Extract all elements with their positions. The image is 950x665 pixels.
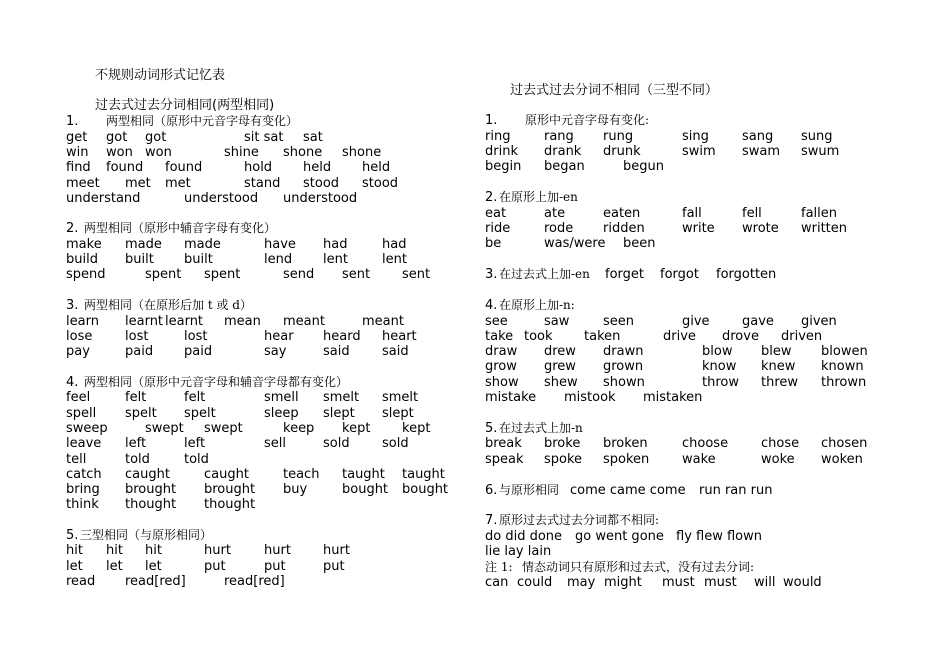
word-cell: get	[66, 130, 88, 145]
word-cell: told	[184, 452, 209, 467]
word-cell: win	[66, 145, 89, 160]
word-cell: wake	[682, 452, 716, 467]
section-number: 2.	[485, 190, 498, 205]
word-cell: broken	[603, 436, 648, 451]
table-row	[485, 236, 885, 251]
word-cell: fallen	[801, 206, 838, 221]
section-heading: 原形过去式过去分词都不相同:	[499, 513, 660, 527]
section-heading: 在过去式上加-en	[499, 267, 590, 281]
right-section-1-heading	[485, 113, 650, 128]
word-cell: lent	[323, 252, 348, 267]
word-cell: knew	[761, 359, 796, 374]
section-heading: 在过去式上加-n	[499, 421, 583, 435]
section-number: 1.	[66, 114, 79, 129]
word-cell: see	[485, 314, 508, 329]
word-cell: keep	[283, 421, 315, 436]
table-row	[66, 160, 466, 175]
word-cell: left	[184, 436, 206, 451]
word-cell: buy	[283, 482, 308, 497]
section-number: 5.	[66, 528, 79, 543]
left-subtitle: 过去式过去分词相同(两型相同)	[95, 98, 275, 113]
word-cell: hit	[145, 543, 162, 558]
word-cell: told	[125, 452, 150, 467]
word-cell: forget	[605, 267, 644, 282]
word-cell: meant	[283, 314, 325, 329]
word-cell: hold	[244, 160, 273, 175]
word-cell: break	[485, 436, 522, 451]
word-cell: can	[485, 575, 509, 590]
table-row	[485, 390, 885, 405]
table-row	[485, 544, 885, 559]
section-heading: 在原形上加-en	[499, 190, 578, 204]
section-heading: 原形中元音字母有变化:	[525, 113, 650, 127]
word-cell: forgot	[660, 267, 699, 282]
word-cell: brought	[125, 482, 177, 497]
table-row	[66, 191, 466, 206]
table-row	[66, 543, 466, 558]
word-cell: smelt	[382, 390, 419, 405]
word-cell: shown	[603, 375, 645, 390]
table-row	[66, 130, 466, 145]
word-cell: could	[517, 575, 553, 590]
word-cell: rang	[544, 129, 574, 144]
word-cell: spent	[145, 267, 182, 282]
word-cell: spelt	[184, 406, 216, 421]
word-cell: known	[821, 359, 864, 374]
table-row	[66, 390, 466, 405]
word-cell: would	[783, 575, 822, 590]
word-cell: meet	[66, 176, 100, 191]
word-cell: seen	[603, 314, 635, 329]
table-row	[66, 452, 466, 467]
word-cell: read[red]	[125, 574, 186, 589]
table-row	[485, 344, 885, 359]
word-cell: read	[66, 574, 96, 589]
table-row	[66, 406, 466, 421]
note-label: 注 1:	[485, 560, 513, 574]
word-cell: saw	[544, 314, 570, 329]
word-cell: been	[623, 236, 656, 251]
table-row	[485, 359, 885, 374]
table-row	[485, 159, 885, 174]
word-cell: show	[485, 375, 519, 390]
table-row	[485, 436, 885, 451]
word-cell: had	[382, 237, 407, 252]
word-cell: ate	[544, 206, 566, 221]
word-cell: drink	[485, 144, 518, 159]
word-cell: mistaken	[643, 390, 703, 405]
word-cell: hit	[106, 543, 123, 558]
table-row	[66, 482, 466, 497]
word-cell: must	[662, 575, 695, 590]
word-cell: had	[323, 237, 348, 252]
table-row	[66, 436, 466, 451]
word-cell: drew	[544, 344, 576, 359]
word-cell: made	[184, 237, 221, 252]
word-cell: took	[524, 329, 553, 344]
table-row	[485, 206, 885, 221]
word-cell: ridden	[603, 221, 645, 236]
word-cell: let	[145, 559, 162, 574]
section-heading: 两型相同（在原形后加 t 或 d）	[84, 298, 252, 312]
word-cell: be	[485, 236, 502, 251]
word-cell: thought	[204, 497, 256, 512]
right-section-5-heading	[485, 421, 583, 436]
table-row	[66, 329, 466, 344]
word-cell: swam	[742, 144, 781, 159]
word-cell: may	[567, 575, 596, 590]
word-cell: send	[283, 267, 315, 282]
word-cell: slept	[323, 406, 355, 421]
word-cell: met	[165, 176, 191, 191]
left-section-2-heading	[66, 221, 277, 236]
page-title-left: 不规则动词形式记忆表	[95, 68, 226, 83]
word-cell: found	[165, 160, 203, 175]
word-cell: sell	[264, 436, 286, 451]
word-cell: put	[264, 559, 286, 574]
word-cell: sold	[323, 436, 350, 451]
word-cell: sweep	[66, 421, 108, 436]
section-number: 7.	[485, 513, 498, 528]
word-cell: fly flew flown	[676, 529, 762, 544]
table-row	[66, 574, 466, 589]
word-cell: broke	[544, 436, 581, 451]
table-row	[66, 344, 466, 359]
word-cell: let	[66, 559, 83, 574]
word-cell: eat	[485, 206, 507, 221]
section-heading: 与原形相同	[499, 483, 560, 497]
word-cell: sold	[382, 436, 409, 451]
word-cell: meant	[362, 314, 404, 329]
section-heading: 在原形上加-n:	[499, 298, 575, 312]
word-cell: thrown	[821, 375, 867, 390]
table-row	[485, 314, 885, 329]
word-cell: learn	[66, 314, 99, 329]
word-cell: grown	[603, 359, 644, 374]
word-cell: swept	[145, 421, 184, 436]
right-section-3-heading	[485, 267, 885, 282]
word-cell: build	[66, 252, 98, 267]
word-cell: taught	[342, 467, 385, 482]
word-cell: felt	[184, 390, 206, 405]
word-cell: smelt	[323, 390, 360, 405]
word-cell: said	[323, 344, 350, 359]
table-row	[485, 329, 885, 344]
word-cell: got	[106, 130, 128, 145]
word-cell: built	[125, 252, 154, 267]
word-cell: gave	[742, 314, 774, 329]
word-cell: sit sat	[244, 130, 284, 145]
word-cell: leave	[66, 436, 102, 451]
word-cell: understood	[184, 191, 259, 206]
word-cell: shine	[224, 145, 259, 160]
word-cell: come came come	[570, 483, 686, 498]
word-cell: throw	[702, 375, 739, 390]
word-cell: draw	[485, 344, 518, 359]
word-cell: won	[145, 145, 172, 160]
word-cell: write	[682, 221, 715, 236]
word-cell: begin	[485, 159, 522, 174]
table-row	[66, 267, 466, 282]
table-row	[66, 252, 466, 267]
word-cell: stood	[303, 176, 340, 191]
table-row	[66, 497, 466, 512]
word-cell: mean	[224, 314, 261, 329]
section-number: 4.	[485, 298, 498, 313]
word-cell: speak	[485, 452, 524, 467]
table-row	[485, 452, 885, 467]
section-number: 2.	[66, 221, 79, 236]
word-cell: think	[66, 497, 99, 512]
word-cell: grew	[544, 359, 576, 374]
word-cell: find	[66, 160, 91, 175]
word-cell: blew	[761, 344, 792, 359]
section-number: 3.	[66, 298, 79, 313]
word-cell: felt	[125, 390, 147, 405]
word-cell: brought	[204, 482, 256, 497]
word-cell: paid	[125, 344, 154, 359]
word-cell: heard	[323, 329, 361, 344]
word-cell: rode	[544, 221, 574, 236]
right-section-2-heading	[485, 190, 578, 205]
section-number: 5.	[485, 421, 498, 436]
page-title-right: 过去式过去分词不相同（三型不同）	[510, 83, 719, 98]
word-cell: hurt	[264, 543, 291, 558]
word-cell: caught	[125, 467, 170, 482]
section-heading: 三型相同（与原形相同）	[80, 528, 213, 542]
word-cell: spoken	[603, 452, 650, 467]
word-cell: put	[204, 559, 226, 574]
word-cell: read[red]	[224, 574, 285, 589]
word-cell: written	[801, 221, 848, 236]
word-cell: shone	[283, 145, 323, 160]
word-cell: drive	[663, 329, 696, 344]
word-cell: lost	[125, 329, 149, 344]
word-cell: learnt	[125, 314, 164, 329]
right-section-6-heading	[485, 483, 885, 498]
word-cell: blowen	[821, 344, 868, 359]
word-cell: spent	[204, 267, 241, 282]
word-cell: sleep	[264, 406, 299, 421]
word-cell: shew	[544, 375, 578, 390]
section-number: 1.	[485, 113, 498, 128]
word-cell: must	[704, 575, 737, 590]
word-cell: taken	[584, 329, 621, 344]
left-section-5-heading	[66, 528, 213, 543]
table-row	[485, 375, 885, 390]
word-cell: understand	[66, 191, 141, 206]
word-cell: give	[682, 314, 710, 329]
word-cell: drank	[544, 144, 582, 159]
word-cell: slept	[382, 406, 414, 421]
word-cell: make	[66, 237, 102, 252]
section-heading: 两型相同（原形中元音字母和辅音字母都有变化）	[84, 375, 349, 389]
left-section-1-heading	[66, 114, 299, 129]
word-cell: chose	[761, 436, 800, 451]
word-cell: tell	[66, 452, 87, 467]
word-cell: fall	[682, 206, 702, 221]
word-cell: swim	[682, 144, 716, 159]
word-cell: hurt	[323, 543, 350, 558]
word-cell: bought	[342, 482, 389, 497]
word-cell: sent	[342, 267, 371, 282]
word-cell: met	[125, 176, 151, 191]
word-cell: know	[702, 359, 737, 374]
word-cell: sing	[682, 129, 709, 144]
word-cell: catch	[66, 467, 102, 482]
word-cell: drunk	[603, 144, 641, 159]
word-cell: found	[106, 160, 144, 175]
word-cell: spoke	[544, 452, 583, 467]
word-cell: hear	[264, 329, 294, 344]
word-cell: swept	[204, 421, 243, 436]
table-row	[66, 467, 466, 482]
word-cell: will	[754, 575, 776, 590]
word-cell: feel	[66, 390, 91, 405]
note-text: 情态动词只有原形和过去式，没有过去分词:	[522, 560, 755, 574]
word-cell: got	[145, 130, 167, 145]
word-cell: wrote	[742, 221, 779, 236]
word-cell: go went gone	[575, 529, 664, 544]
word-cell: hit	[66, 543, 83, 558]
table-row	[66, 421, 466, 436]
word-cell: take	[485, 329, 514, 344]
word-cell: woke	[761, 452, 795, 467]
word-cell: bought	[402, 482, 449, 497]
table-row	[66, 314, 466, 329]
word-cell: eaten	[603, 206, 641, 221]
section-number: 3.	[485, 267, 498, 282]
word-cell: said	[382, 344, 409, 359]
word-cell: mistook	[564, 390, 616, 405]
word-cell: swum	[801, 144, 840, 159]
word-cell: stood	[362, 176, 399, 191]
left-section-3-heading	[66, 298, 252, 313]
word-cell: paid	[184, 344, 213, 359]
word-cell: understood	[283, 191, 358, 206]
word-cell: fell	[742, 206, 762, 221]
word-cell: smell	[264, 390, 299, 405]
word-cell: hurt	[204, 543, 231, 558]
word-cell: might	[604, 575, 642, 590]
word-cell: given	[801, 314, 837, 329]
word-cell: ride	[485, 221, 511, 236]
word-cell: kept	[402, 421, 431, 436]
word-cell: begun	[623, 159, 664, 174]
word-cell: bring	[66, 482, 100, 497]
word-cell: spelt	[125, 406, 157, 421]
table-row	[485, 221, 885, 236]
word-cell: taught	[402, 467, 445, 482]
word-cell: run ran run	[699, 483, 773, 498]
word-cell: lent	[382, 252, 407, 267]
table-row	[66, 559, 466, 574]
right-section-7-heading	[485, 513, 660, 528]
table-row	[66, 145, 466, 160]
word-cell: spell	[66, 406, 97, 421]
word-cell: left	[125, 436, 147, 451]
word-cell: began	[544, 159, 585, 174]
word-cell: forgotten	[716, 267, 777, 282]
left-section-4-heading	[66, 375, 349, 390]
section-heading: 两型相同（原形中元音字母有变化）	[106, 114, 299, 128]
word-cell: held	[362, 160, 391, 175]
word-cell: threw	[761, 375, 799, 390]
word-cell: made	[125, 237, 162, 252]
word-cell: sang	[742, 129, 774, 144]
word-cell: have	[264, 237, 296, 252]
section-number: 4.	[66, 375, 79, 390]
table-row	[485, 529, 885, 544]
word-cell: grow	[485, 359, 517, 374]
note-line	[485, 560, 885, 575]
word-cell: kept	[342, 421, 371, 436]
word-cell: shone	[342, 145, 382, 160]
word-cell: put	[323, 559, 345, 574]
word-cell: lost	[184, 329, 208, 344]
table-row	[66, 176, 466, 191]
section-heading: 两型相同（原形中辅音字母有变化）	[84, 221, 277, 235]
word-cell: chosen	[821, 436, 868, 451]
word-cell: sent	[402, 267, 431, 282]
word-cell: woken	[821, 452, 863, 467]
table-row	[485, 144, 885, 159]
word-cell: say	[264, 344, 287, 359]
word-cell: lend	[264, 252, 293, 267]
word-cell: heart	[382, 329, 417, 344]
word-cell: let	[106, 559, 123, 574]
word-cell: spend	[66, 267, 106, 282]
word-cell: sat	[303, 130, 323, 145]
word-cell: caught	[204, 467, 249, 482]
word-cell: sung	[801, 129, 833, 144]
word-cell: learnt	[165, 314, 204, 329]
word-cell: won	[106, 145, 133, 160]
word-cell: built	[184, 252, 213, 267]
word-cell: blow	[702, 344, 733, 359]
word-cell: choose	[682, 436, 729, 451]
word-cell: driven	[781, 329, 823, 344]
table-row	[485, 575, 885, 590]
word-cell: pay	[66, 344, 90, 359]
word-cell: lose	[66, 329, 93, 344]
table-row	[485, 129, 885, 144]
right-section-4-heading	[485, 298, 575, 313]
word-cell: teach	[283, 467, 320, 482]
word-cell: drove	[722, 329, 759, 344]
word-cell: stand	[244, 176, 281, 191]
word-cell: rung	[603, 129, 634, 144]
word-cell: drawn	[603, 344, 644, 359]
word-cell: mistake	[485, 390, 537, 405]
word-cell: thought	[125, 497, 177, 512]
word-cell: ring	[485, 129, 511, 144]
word-cell: do did done	[485, 529, 563, 544]
section-number: 6.	[485, 483, 498, 498]
word-cell: held	[303, 160, 332, 175]
word-cell: was/were	[544, 236, 606, 251]
table-row	[66, 237, 466, 252]
word-cell: lie lay lain	[485, 544, 552, 559]
